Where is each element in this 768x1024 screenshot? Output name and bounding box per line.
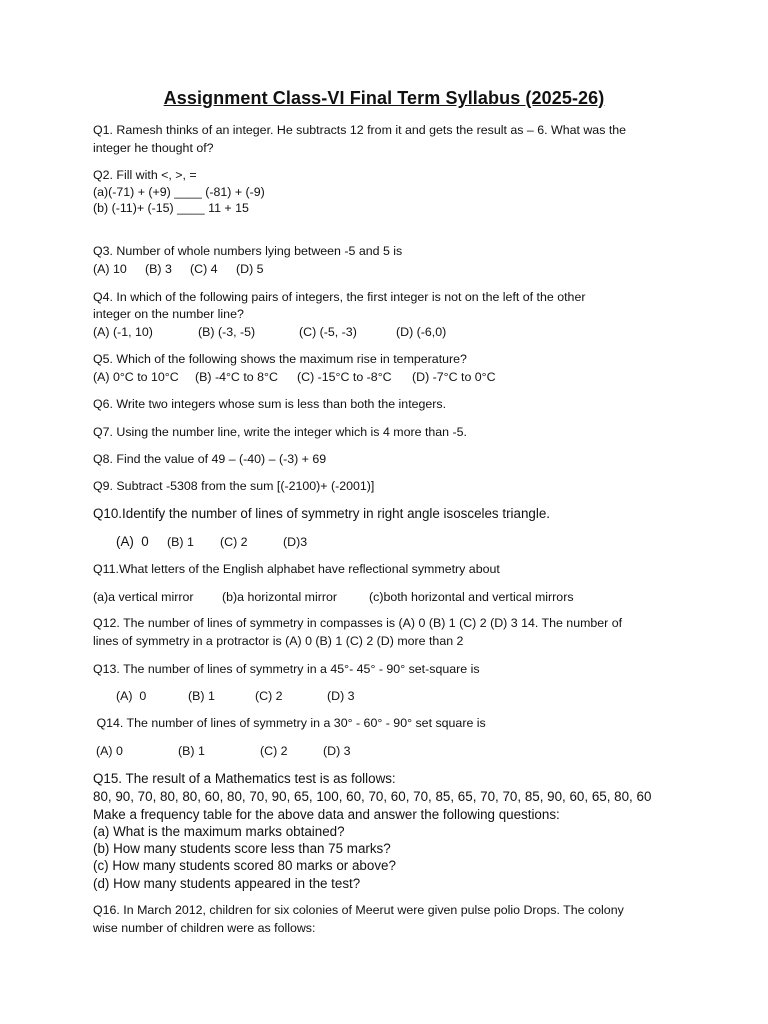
q2-line-2: (a)(-71) + (+9) ____ (-81) + (-9) xyxy=(93,185,265,199)
q15-question-d: (d) How many students appeared in the test? xyxy=(93,876,361,891)
q13-option-a: (A) 0 xyxy=(116,689,147,703)
q15-question-c: (c) How many students scored 80 marks or above? xyxy=(93,858,396,873)
q5-text: Q5. Which of the following shows the maximum rise in temperature? xyxy=(93,352,467,366)
q15-line-3: Make a frequency table for the above data and answer the following questions: xyxy=(93,807,560,822)
q1-line-2: integer he thought of? xyxy=(93,141,214,155)
q3-option-c: (C) 4 xyxy=(190,262,218,276)
q4-line-1: Q4. In which of the following pairs of integers, the first integer is not on the left of the other xyxy=(93,290,586,304)
q8-text: Q8. Find the value of 49 – (-40) – (-3) + 69 xyxy=(93,452,327,466)
q4-option-a: (A) (-1, 10) xyxy=(93,325,153,339)
q13-option-c: (C) 2 xyxy=(255,689,283,703)
q15-question-b: (b) How many students score less than 75 marks? xyxy=(93,841,391,856)
q11-option-b: (b)a horizontal mirror xyxy=(222,590,337,604)
q16-line-2: wise number of children were as follows: xyxy=(93,921,316,935)
q5-option-d: (D) -7°C to 0°C xyxy=(412,370,496,384)
q4-line-2: integer on the number line? xyxy=(93,307,244,321)
q10-text: Q10.Identify the number of lines of symmetry in right angle isosceles triangle. xyxy=(93,506,550,521)
q5-option-b: (B) -4°C to 8°C xyxy=(195,370,278,384)
page-title: Assignment Class-VI Final Term Syllabus (2025-26) xyxy=(163,88,605,108)
q4-option-d: (D) (-6,0) xyxy=(396,325,447,339)
q11-option-a: (a)a vertical mirror xyxy=(93,590,194,604)
q11-text: Q11.What letters of the English alphabet have reflectional symmetry about xyxy=(93,562,500,576)
q12-line-2: lines of symmetry in a protractor is (A) 0 (B) 1 (C) 2 (D) more than 2 xyxy=(93,634,464,648)
q2-line-3: (b) (-11)+ (-15) ____ 11 + 15 xyxy=(93,201,249,215)
q3-option-d: (D) 5 xyxy=(236,262,264,276)
q13-text: Q13. The number of lines of symmetry in a 45°- 45° - 90° set-square is xyxy=(93,662,480,676)
q15-data-line: 80, 90, 70, 80, 80, 60, 80, 70, 90, 65, 100, 60, 70, 60, 70, 85, 65, 70, 70, 85, 90, 60, 65, 80, 60 xyxy=(93,789,652,804)
q1-line-1: Q1. Ramesh thinks of an integer. He subtracts 12 from it and gets the result as – 6. What was the xyxy=(93,123,627,137)
q7-text: Q7. Using the number line, write the integer which is 4 more than -5. xyxy=(93,425,467,439)
q11-option-c: (c)both horizontal and vertical mirrors xyxy=(369,590,574,604)
q3-text: Q3. Number of whole numbers lying between -5 and 5 is xyxy=(93,244,403,258)
q4-option-c: (C) (-5, -3) xyxy=(299,325,357,339)
q5-option-a: (A) 0°C to 10°C xyxy=(93,370,179,384)
q10-option-c: (C) 2 xyxy=(220,535,248,549)
q14-option-a: (A) 0 xyxy=(96,744,123,758)
q3-option-b: (B) 3 xyxy=(145,262,172,276)
q14-option-d: (D) 3 xyxy=(323,744,351,758)
q10-option-d: (D)3 xyxy=(283,535,308,549)
q15-question-a: (a) What is the maximum marks obtained? xyxy=(93,824,345,839)
q13-option-d: (D) 3 xyxy=(327,689,355,703)
q10-option-a: (A) 0 xyxy=(116,534,149,549)
q10-option-b: (B) 1 xyxy=(167,535,194,549)
q12-line-1: Q12. The number of lines of symmetry in compasses is (A) 0 (B) 1 (C) 2 (D) 3 14. The number of xyxy=(93,616,623,630)
q3-option-a: (A) 10 xyxy=(93,262,127,276)
q4-option-b: (B) (-3, -5) xyxy=(198,325,256,339)
q14-option-c: (C) 2 xyxy=(260,744,288,758)
q5-option-c: (C) -15°C to -8°C xyxy=(297,370,392,384)
q2-line-1: Q2. Fill with <, >, = xyxy=(93,168,197,182)
q14-option-b: (B) 1 xyxy=(178,744,205,758)
q14-text: Q14. The number of lines of symmetry in a 30° - 60° - 90° set square is xyxy=(93,716,486,730)
q13-option-b: (B) 1 xyxy=(188,689,215,703)
q15-line-1: Q15. The result of a Mathematics test is as follows: xyxy=(93,771,396,786)
q6-text: Q6. Write two integers whose sum is less than both the integers. xyxy=(93,397,447,411)
q16-line-1: Q16. In March 2012, children for six colonies of Meerut were given pulse polio Drops. The colony xyxy=(93,903,624,917)
q9-text: Q9. Subtract -5308 from the sum [(-2100)+ (-2001)] xyxy=(93,479,375,493)
